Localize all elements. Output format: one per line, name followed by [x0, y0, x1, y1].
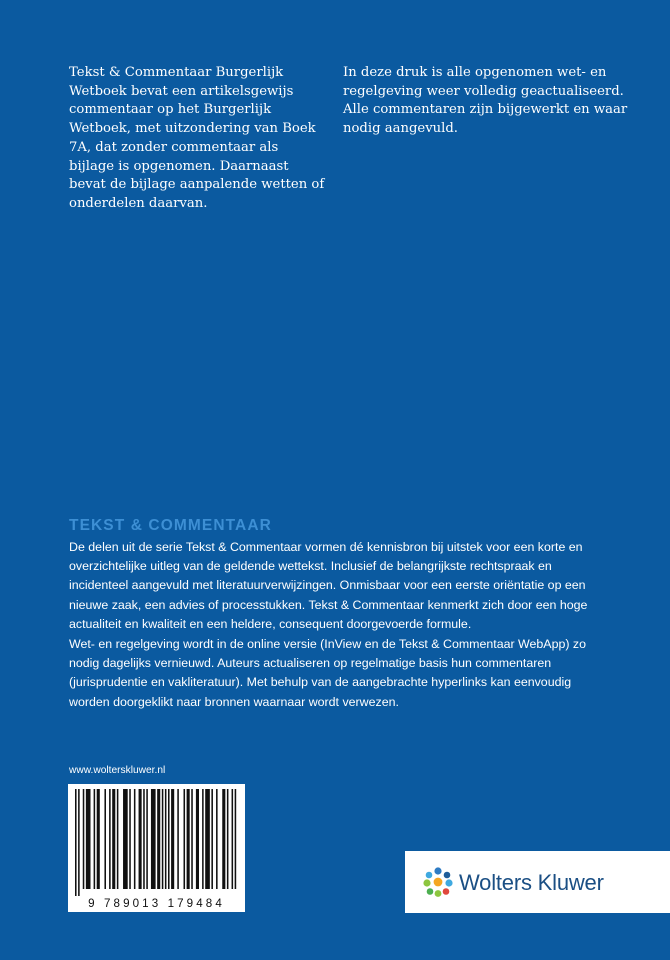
- barcode-bar: [222, 789, 225, 889]
- barcode-bar: [97, 789, 100, 889]
- barcode-bar: [211, 789, 213, 889]
- barcode-bar: [162, 789, 164, 889]
- barcode-bar: [129, 789, 131, 889]
- barcode-bars: [68, 784, 245, 912]
- barcode-bar: [196, 789, 199, 889]
- barcode-bar: [191, 789, 193, 889]
- barcode-digits: 9 789013 179484: [88, 897, 225, 910]
- barcode-bar: [109, 789, 111, 889]
- barcode-bar: [139, 789, 142, 889]
- barcode-bar: [187, 789, 190, 889]
- barcode-bar: [184, 789, 186, 889]
- barcode-bar: [216, 789, 218, 889]
- series-description-paragraph: De delen uit de serie Tekst & Commentaar vormen dé kennisbron bij uitstek voor een korte en overzichtelijke uitleg van de geldende wettekst. Inclusief de belangrijkste rechtspraak en incidenteel aangevuld met literatuurverwijzingen. Onmisbaar voor een eerste oriëntatie op een nieuwe zaak, een advies of processtukken. Tekst & Commentaar kenmerkt zich door een hoge actualiteit en kwaliteit en een heldere, consequent doorgevoerde formule.: [69, 540, 588, 631]
- barcode-bar: [171, 789, 174, 889]
- barcode-bar: [235, 789, 237, 889]
- barcode-bar: [134, 789, 136, 889]
- barcode-bar: [112, 789, 115, 889]
- barcode-bar: [78, 789, 80, 896]
- online-version-paragraph: Wet- en regelgeving wordt in de online versie (InView en de Tekst & Commentaar WebApp) zo nodig dagelijks vernieuwd. Auteurs actualiseren op regelmatige basis hun commentaren (jurisprudentie en vakliteratuur). Met behulp van de aangebrachte hyperlinks kan eenvoudig worden doorgeklikt naar bronnen waarnaar wordt verwezen.: [69, 637, 587, 709]
- barcode-bar: [157, 789, 160, 889]
- isbn-barcode: [68, 784, 245, 912]
- barcode-bar: [75, 789, 77, 896]
- barcode-bar: [202, 789, 204, 889]
- publisher-name: Wolters Kluwer: [459, 870, 604, 895]
- website-url: www.wolterskluwer.nl: [69, 765, 166, 776]
- intro-left-column: Tekst & Commentaar Burgerlijk Wetboek bevat een artikelsgewijs commentaar op het Burgerlijk Wetboek, met uitzondering van Boek 7A, dat zonder commentaar als bijlage is opgenomen. Daarnaast bevat de bijlage aanpalende wetten of onderdelen daarvan.: [69, 65, 325, 211]
- barcode-bar: [227, 789, 229, 889]
- barcode-bar: [86, 789, 91, 889]
- barcode-bar: [104, 789, 106, 889]
- barcode-bar: [143, 789, 145, 889]
- barcode-bar: [94, 789, 96, 889]
- barcode-bar: [168, 789, 170, 889]
- barcode-bar: [232, 789, 234, 889]
- series-heading: TEKST & COMMENTAAR: [69, 517, 272, 534]
- barcode-bar: [123, 789, 128, 889]
- barcode-bar: [205, 789, 210, 889]
- barcode-bar: [177, 789, 179, 889]
- publisher-logo: [405, 851, 670, 913]
- intro-right-column: In deze druk is alle opgenomen wet- en regelgeving weer volledig geactualiseerd. Alle commentaren zijn bijgewerkt en waar nodig aangevuld.: [343, 65, 628, 137]
- barcode-bar: [83, 789, 85, 889]
- barcode-bar: [146, 789, 148, 889]
- barcode-bar: [165, 789, 167, 889]
- barcode-bar: [117, 789, 119, 889]
- wolters-kluwer-mosaic-icon: [422, 866, 454, 898]
- barcode-bar: [151, 789, 156, 889]
